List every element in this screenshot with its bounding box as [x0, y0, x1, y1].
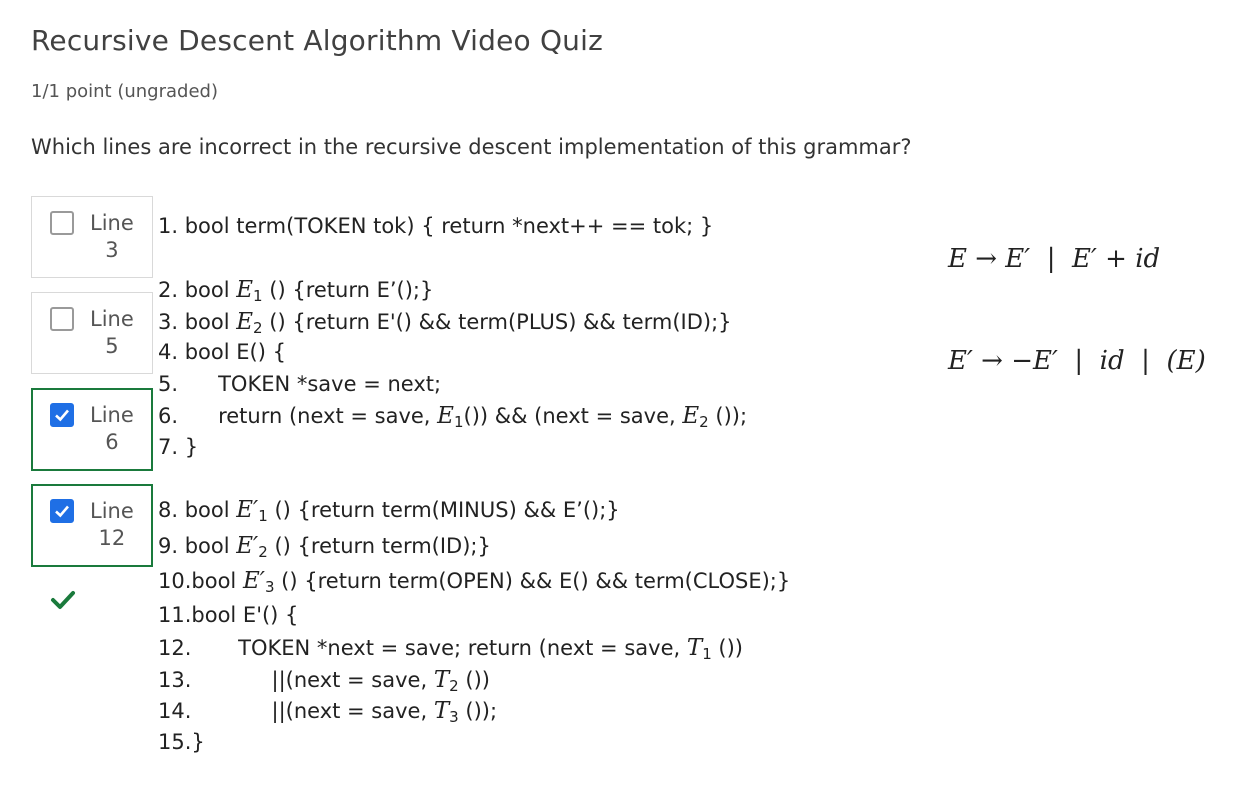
code-line-11: 11.bool E'() {: [158, 603, 299, 627]
option-label: Line 5: [90, 307, 134, 358]
option-line-5[interactable]: [31, 292, 153, 374]
code-line-13: 13. ||(next = save, $T_2$ ()): [158, 667, 490, 695]
option-label: Line 3: [90, 211, 134, 262]
checkbox-unchecked-icon[interactable]: [50, 307, 74, 331]
code-line-2: 2. bool $E_1$ () {return E’();}: [158, 277, 434, 305]
code-line-3: 3. bool $E_2$ () {return E'() && term(PLUS) && term(ID);}: [158, 309, 732, 337]
code-line-7: 7. }: [158, 435, 199, 459]
checkbox-checked-icon[interactable]: [50, 403, 74, 427]
code-line-15: 15.}: [158, 730, 205, 754]
grammar-rule-1: E → E′ | E′ + id: [948, 244, 1161, 274]
correct-checkmark-icon: [50, 590, 76, 610]
code-line-14: 14. ||(next = save, $T_3$ ());: [158, 698, 498, 726]
code-line-9: 9. bool $E'_2$ () {return term(ID);}: [158, 533, 491, 561]
grammar-rule-2: E′ → −E′ | id | (E): [948, 346, 1206, 376]
code-line-4: 4. bool E() {: [158, 340, 286, 364]
checkbox-checked-icon[interactable]: [50, 499, 74, 523]
code-line-6: 6. return (next = save, $E_1()$) && (next = save, $E_2$ ());: [158, 403, 748, 431]
points-label: 1/1 point (ungraded): [31, 81, 218, 102]
code-line-1: 1. bool term(TOKEN tok) { return *next++ == tok; }: [158, 214, 714, 238]
option-line-12[interactable]: [31, 484, 153, 567]
grammar-block: [948, 174, 1206, 412]
quiz-title: Recursive Descent Algorithm Video Quiz: [31, 24, 604, 57]
code-line-8: 8. bool $E'_1$ () {return term(MINUS) && E’();}: [158, 497, 620, 525]
code-line-5: 5. TOKEN *save = next;: [158, 372, 442, 396]
code-line-12: 12. TOKEN *next = save; return (next = save, $T_1$ ()): [158, 635, 743, 663]
option-line-3[interactable]: [31, 196, 153, 278]
option-label: Line 12: [90, 499, 134, 550]
option-line-6[interactable]: [31, 388, 153, 471]
option-label: Line 6: [90, 403, 134, 454]
checkbox-unchecked-icon[interactable]: [50, 211, 74, 235]
code-line-10: 10.bool $E'_3$ () {return term(OPEN) && E() && term(CLOSE);}: [158, 568, 791, 596]
question-text: Which lines are incorrect in the recursive descent implementation of this grammar?: [31, 135, 912, 159]
